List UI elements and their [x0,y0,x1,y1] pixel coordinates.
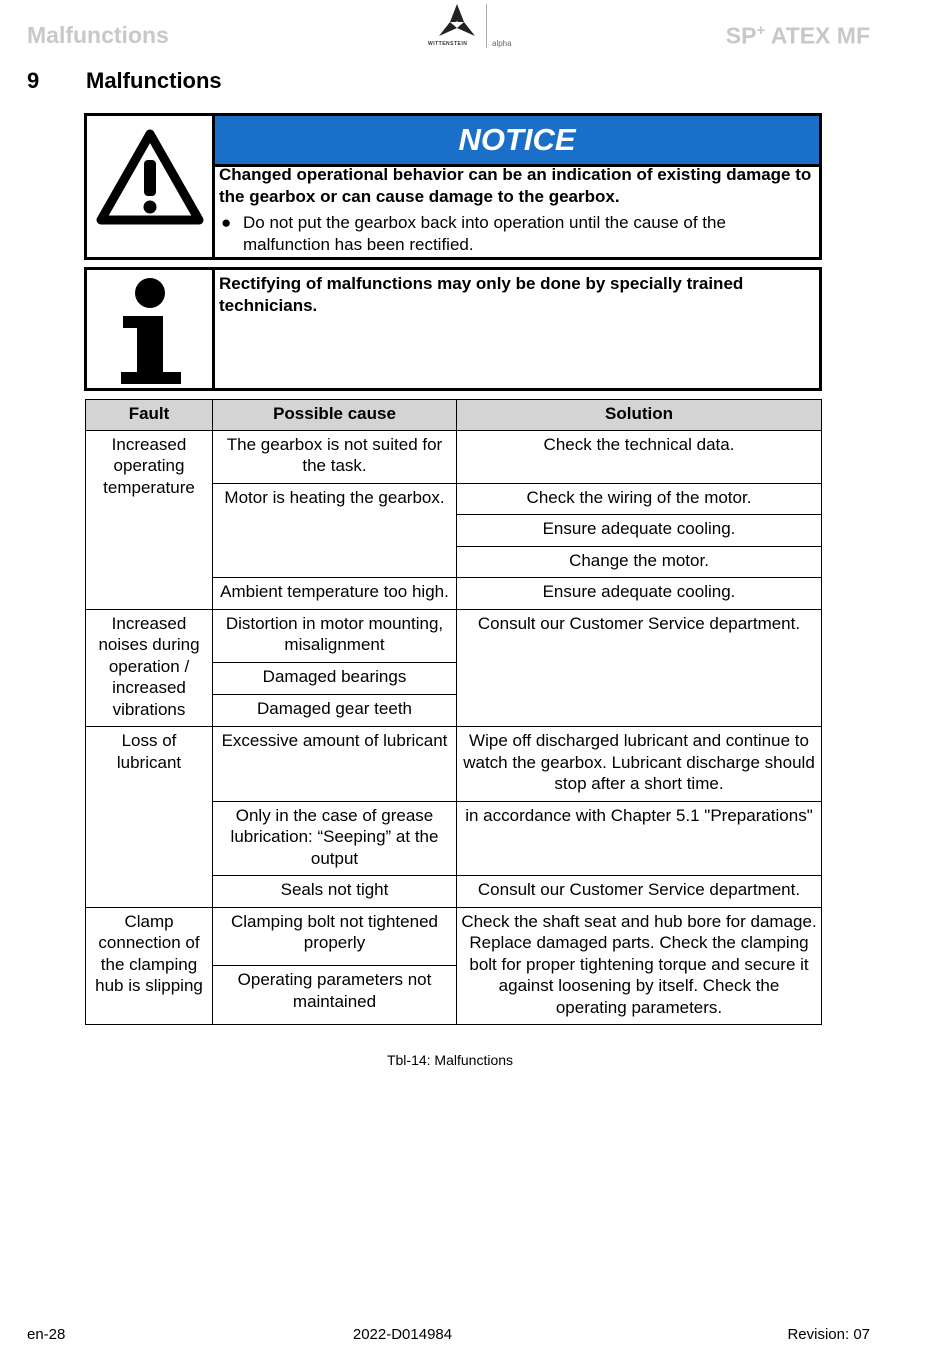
page-number: en-28 [27,1326,66,1343]
product-name: SP [725,22,757,49]
chapter-heading [27,68,222,94]
solution-cell: Change the motor. [457,546,822,578]
table-header-row [86,400,822,431]
logo-divider [486,4,487,48]
cause-cell: Excessive amount of lubricant [213,727,457,802]
logo-sub-text: alpha [492,39,512,48]
info-icon-cell [87,270,215,388]
warning-triangle-icon [95,128,205,228]
notice-icon-cell [87,116,215,257]
cause-cell: Damaged bearings [213,663,457,695]
solution-cell: Check the wiring of the motor. [457,483,822,515]
logo-mark-icon [437,4,477,38]
table-row [86,430,822,483]
cause-cell: Ambient temperature too high. [213,578,457,610]
product-suffix: ATEX MF [765,22,870,49]
chapter-number: 9 [27,68,40,93]
column-header-fault: Fault [86,400,213,431]
notice-bullet [219,212,815,256]
info-text: Rectifying of malfunctions may only be done by specially trained technicians. [219,274,744,315]
cause-cell: The gearbox is not suited for the task. [213,430,457,483]
document-number: 2022-D014984 [352,1326,453,1343]
solution-cell: in accordance with Chapter 5.1 "Preparations" [457,801,822,876]
column-header-cause: Possible cause [213,400,457,431]
fault-cell: Clamp connection of the clamping hub is slipping [86,907,213,1025]
cause-cell: Distortion in motor mounting, misalignment [213,609,457,663]
table-row [86,727,822,802]
chapter-title: Malfunctions [86,68,222,93]
notice-body [219,164,815,256]
cause-cell: Damaged gear teeth [213,695,457,727]
column-header-solution: Solution [457,400,822,431]
table-caption: Tbl-14: Malfunctions [386,1052,514,1068]
malfunctions-table [85,399,822,1025]
cause-cell: Clamping bolt not tightened properly [213,907,457,966]
solution-cell: Wipe off discharged lubricant and continue to watch the gearbox. Lubricant discharge should stop after a short time. [457,727,822,802]
running-header-product [726,22,870,50]
solution-cell: Ensure adequate cooling. [457,578,822,610]
fault-cell: Loss of lubricant [86,727,213,908]
table-row [86,609,822,663]
solution-cell: Check the shaft seat and hub bore for damage. Replace damaged parts. Check the clamping bolt for proper tightening torque and secure it against loosening by itself. Check the operating parameters. [457,907,822,1025]
fault-cell: Increased noises during operation / increased vibrations [86,609,213,727]
fault-cell: Increased operating temperature [86,430,213,609]
notice-strong-text: Changed operational behavior can be an indication of existing damage to the gearbox or can cause damage to the gearbox. [219,165,812,206]
bullet-dot-icon: ● [221,213,232,232]
cause-cell: Motor is heating the gearbox. [213,483,457,578]
cause-cell: Seals not tight [213,876,457,908]
solution-cell: Ensure adequate cooling. [457,515,822,547]
notice-label: NOTICE [215,116,819,167]
solution-cell: Check the technical data. [457,430,822,483]
info-box [84,267,822,391]
cause-cell: Only in the case of grease lubrication: “Seeping” at the output [213,801,457,876]
logo-brand-text: WITTENSTEIN [428,41,468,47]
table-row [86,907,822,966]
cause-cell: Operating parameters not maintained [213,966,457,1025]
revision-label: Revision: 07 [787,1326,870,1343]
running-header-title: Malfunctions [27,22,169,48]
solution-cell: Consult our Customer Service department. [457,876,822,908]
company-logo [428,4,523,48]
notice-box [84,113,822,260]
information-icon [117,276,197,388]
product-sup: + [756,22,766,39]
notice-bullet-text: Do not put the gearbox back into operation until the cause of the malfunction has been rectified. [243,213,726,254]
solution-cell: Consult our Customer Service department. [457,609,822,727]
